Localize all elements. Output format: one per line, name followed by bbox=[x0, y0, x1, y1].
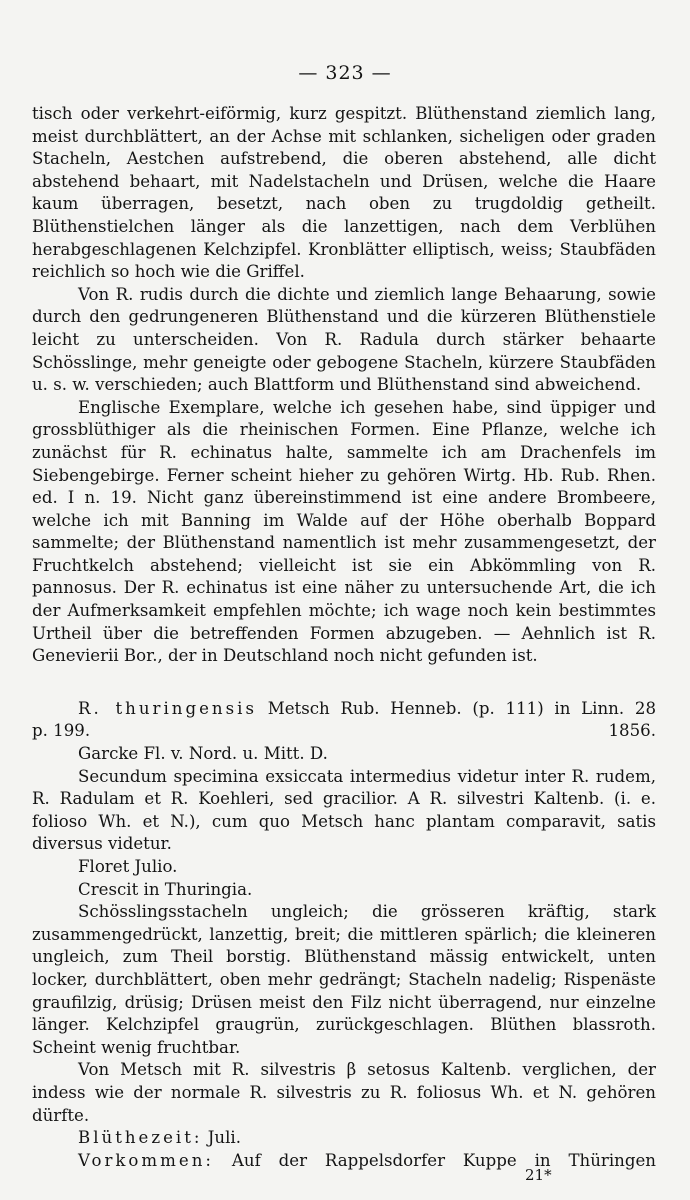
description-paragraph: Schösslingsstacheln ungleich; die grösseren kräftig, stark zusammengedrückt, lanzettig, breit; die mittleren spärlich; die kleineren ungleich, zum Theil borstig. Blüthenstand mässig entwickelt, unten locker, durchblättert, oben mehr gedrängt; Stacheln nadelig; Rispenäste graufilzig, drüsig; Drüsen meist den Filz nicht überragend, nur einzelne länger. Kelchzipfel graugrün, zurückgeschlagen. Blüthen blassroth. Scheint wenig fruchtbar. bbox=[32, 902, 656, 1057]
flowering-time bbox=[32, 1127, 656, 1150]
species-heading bbox=[32, 698, 656, 721]
species-name: R. thuringensis bbox=[78, 698, 257, 718]
section-gap bbox=[32, 668, 656, 698]
species-citation: Metsch Rub. Henneb. (p. 111) in Linn. 28 bbox=[267, 698, 656, 718]
page-number: — 323 — bbox=[298, 62, 392, 84]
paragraph-english-specimens: Englische Exemplare, welche ich gesehen habe, sind üppiger und grossblüthiger als die rheinischen Formen. Eine Pflanze, welche ich zunächst für R. echinatus halte, sammelte ich am Drachenfels im Siebengebirge. Ferner scheint hieher zu gehören Wirtg. Hb. Rub. Rhen. ed. I n. 19. Nicht ganz übereinstimmend ist eine andere Brombeere, welche ich mit Banning im Walde auf der Höhe oberhalb Boppard sammelte; der Blüthenstand namentlich ist mehr zusammengesetzt, der Fruchtkelch abstehend; vielleicht ist sie ein Abkömmling von R. pannosus. Der R. echinatus ist eine näher zu untersuchende Art, die ich der Aufmerksamkeit empfehlen möchte; ich wage noch kein bestimmtes Urtheil über die betreffenden Formen abzugeben. — Aehnlich ist R. Genevierii Bor., der in Deutschland noch nicht gefunden ist. bbox=[32, 397, 656, 666]
page-body bbox=[32, 103, 656, 1172]
species-page: p. 199. bbox=[32, 721, 91, 741]
paragraph-description-end: tisch oder verkehrt-eiförmig, kurz gespitzt. Blüthenstand ziemlich lang, meist durchblättert, an der Achse mit schlanken, sicheligen oder graden Stacheln, Aestchen aufstrebend, die oberen abstehend, alle dicht abstehend behaart, mit Nadelstacheln und Drüsen, welche die Haare kaum überragen, besetzt, nach oben zu trugdoldig getheilt. Blüthenstielchen länger als die lanzettigen, nach dem Verblühen herabgeschlagenen Kelchzipfel. Kronblätter elliptisch, weiss; Staubfäden reichlich so hoch wie die Griffel. bbox=[32, 104, 656, 282]
reference-line: Garcke Fl. v. Nord. u. Mitt. D. bbox=[78, 744, 328, 764]
latin-paragraph: Secundum specimina exsiccata intermedius videtur inter R. rudem, R. Radulam et R. Koehleri, sed gracilior. A R. silvestri Kaltenb. (i. e. folioso Wh. et N.), cum quo Metsch hanc plantam comparavit, satis diversus videtur. bbox=[32, 766, 656, 854]
occurrence bbox=[32, 1150, 656, 1173]
signature-mark: 21* bbox=[525, 1166, 552, 1184]
crescit-line: Crescit in Thuringia. bbox=[78, 879, 253, 899]
occurrence-label: Vorkommen: bbox=[78, 1150, 214, 1170]
species-year: 1856. bbox=[608, 721, 656, 741]
floret-line: Floret Julio. bbox=[78, 857, 178, 876]
flowering-value: Juli. bbox=[207, 1128, 242, 1148]
comparison-paragraph: Von Metsch mit R. silvestris β setosus Kaltenb. verglichen, der indess wie der normale R. silvestris zu R. foliosus Wh. et N. gehören dürfte. bbox=[32, 1060, 656, 1125]
flowering-label: Blüthezeit: bbox=[78, 1128, 203, 1148]
occurrence-value: Auf der Rappelsdorfer Kuppe in Thüringen bbox=[231, 1150, 656, 1170]
paragraph-differences: Von R. rudis durch die dichte und ziemlich lange Behaarung, sowie durch den gedrungeneren Blüthenstand und die kürzeren Blüthenstiele leicht zu unterscheiden. Von R. Radula durch stärker behaarte Schösslinge, mehr geneigte oder gebogene Stacheln, kürzere Staubfäden u. s. w. verschieden; auch Blattform und Blüthenstand sind abweichend. bbox=[32, 284, 656, 395]
species-heading-cont bbox=[32, 720, 656, 743]
